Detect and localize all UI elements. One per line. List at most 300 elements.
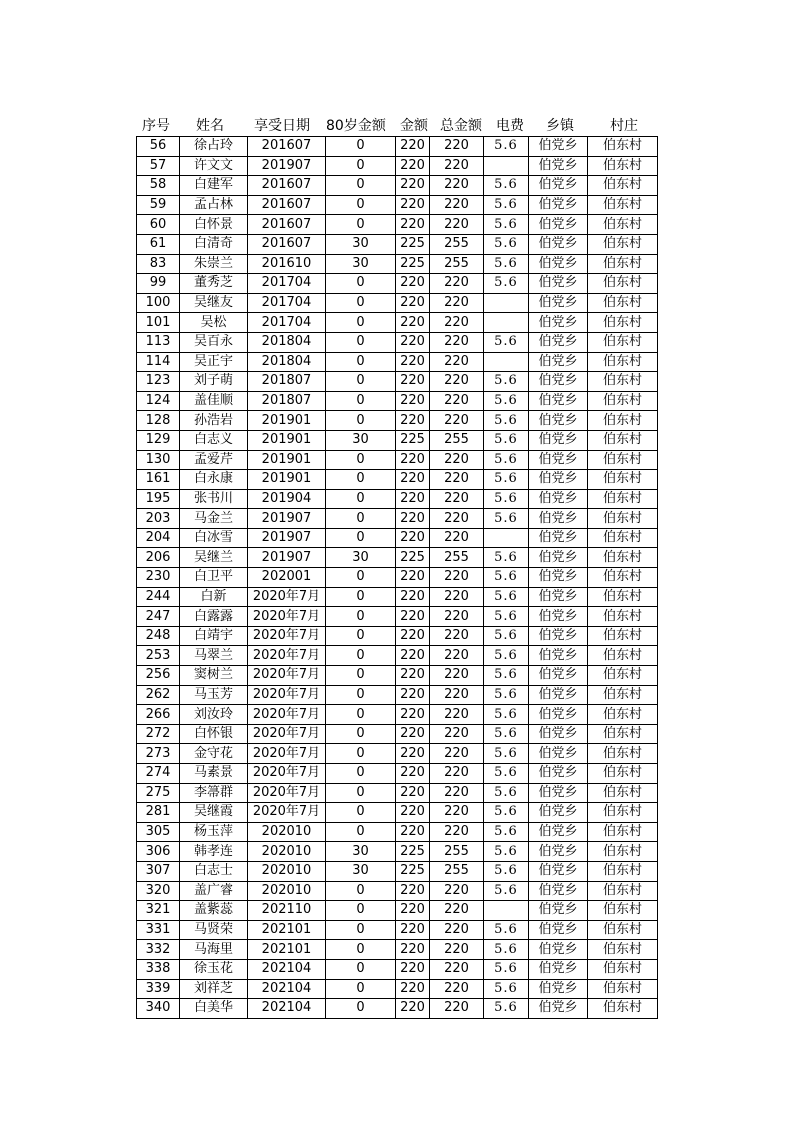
cell-electric-fee: 5.6 bbox=[484, 489, 529, 509]
cell-index: 281 bbox=[137, 803, 180, 823]
cell-index: 339 bbox=[137, 979, 180, 999]
cell-electric-fee: 5.6 bbox=[484, 176, 529, 196]
cell-amount: 220 bbox=[396, 607, 430, 627]
cell-village: 伯东村 bbox=[588, 450, 658, 470]
cell-town: 伯党乡 bbox=[529, 607, 588, 627]
cell-name: 张书川 bbox=[180, 489, 248, 509]
table-row bbox=[137, 411, 658, 431]
table-row bbox=[137, 509, 658, 529]
cell-total-amount: 220 bbox=[430, 724, 484, 744]
table-row bbox=[137, 607, 658, 627]
cell-80-amount: 0 bbox=[326, 803, 396, 823]
cell-start-date: 201607 bbox=[248, 137, 326, 157]
cell-name: 徐占玲 bbox=[180, 137, 248, 157]
cell-80-amount: 0 bbox=[326, 685, 396, 705]
cell-amount: 220 bbox=[396, 626, 430, 646]
cell-start-date: 202104 bbox=[248, 999, 326, 1019]
cell-start-date: 202101 bbox=[248, 940, 326, 960]
cell-amount: 225 bbox=[396, 430, 430, 450]
table-row bbox=[137, 568, 658, 588]
cell-electric-fee: 5.6 bbox=[484, 920, 529, 940]
table-row bbox=[137, 430, 658, 450]
cell-town: 伯党乡 bbox=[529, 352, 588, 372]
cell-amount: 220 bbox=[396, 332, 430, 352]
cell-index: 56 bbox=[137, 137, 180, 157]
cell-town: 伯党乡 bbox=[529, 195, 588, 215]
cell-village: 伯东村 bbox=[588, 764, 658, 784]
cell-start-date: 201907 bbox=[248, 156, 326, 176]
cell-amount: 225 bbox=[396, 861, 430, 881]
cell-village: 伯东村 bbox=[588, 959, 658, 979]
cell-total-amount: 220 bbox=[430, 352, 484, 372]
cell-amount: 220 bbox=[396, 881, 430, 901]
cell-electric-fee: 5.6 bbox=[484, 430, 529, 450]
cell-index: 203 bbox=[137, 509, 180, 529]
cell-index: 100 bbox=[137, 293, 180, 313]
cell-start-date: 201807 bbox=[248, 391, 326, 411]
cell-village: 伯东村 bbox=[588, 509, 658, 529]
cell-index: 272 bbox=[137, 724, 180, 744]
cell-town: 伯党乡 bbox=[529, 764, 588, 784]
cell-town: 伯党乡 bbox=[529, 744, 588, 764]
cell-town: 伯党乡 bbox=[529, 470, 588, 490]
cell-total-amount: 220 bbox=[430, 822, 484, 842]
cell-index: 130 bbox=[137, 450, 180, 470]
cell-total-amount: 220 bbox=[430, 195, 484, 215]
cell-name: 吴继兰 bbox=[180, 548, 248, 568]
cell-village: 伯东村 bbox=[588, 587, 658, 607]
cell-80-amount: 0 bbox=[326, 352, 396, 372]
cell-80-amount: 0 bbox=[326, 999, 396, 1019]
table-row bbox=[137, 274, 658, 294]
cell-name: 吴松 bbox=[180, 313, 248, 333]
cell-town: 伯党乡 bbox=[529, 548, 588, 568]
cell-start-date: 201901 bbox=[248, 450, 326, 470]
cell-amount: 220 bbox=[396, 470, 430, 490]
cell-amount: 220 bbox=[396, 352, 430, 372]
cell-start-date: 201901 bbox=[248, 411, 326, 431]
cell-electric-fee: 5.6 bbox=[484, 822, 529, 842]
cell-village: 伯东村 bbox=[588, 705, 658, 725]
cell-start-date: 2020年7月 bbox=[248, 626, 326, 646]
cell-amount: 220 bbox=[396, 940, 430, 960]
cell-total-amount: 220 bbox=[430, 372, 484, 392]
cell-80-amount: 0 bbox=[326, 215, 396, 235]
cell-village: 伯东村 bbox=[588, 215, 658, 235]
cell-80-amount: 0 bbox=[326, 274, 396, 294]
cell-electric-fee bbox=[484, 293, 529, 313]
cell-start-date: 201804 bbox=[248, 352, 326, 372]
cell-electric-fee: 5.6 bbox=[484, 234, 529, 254]
table-row bbox=[137, 920, 658, 940]
cell-index: 129 bbox=[137, 430, 180, 450]
cell-village: 伯东村 bbox=[588, 548, 658, 568]
cell-name: 白美华 bbox=[180, 999, 248, 1019]
cell-total-amount: 220 bbox=[430, 999, 484, 1019]
cell-town: 伯党乡 bbox=[529, 137, 588, 157]
cell-total-amount: 220 bbox=[430, 176, 484, 196]
cell-town: 伯党乡 bbox=[529, 940, 588, 960]
table-row bbox=[137, 724, 658, 744]
cell-index: 61 bbox=[137, 234, 180, 254]
cell-electric-fee: 5.6 bbox=[484, 979, 529, 999]
cell-electric-fee: 5.6 bbox=[484, 959, 529, 979]
cell-index: 83 bbox=[137, 254, 180, 274]
cell-name: 马玉芳 bbox=[180, 685, 248, 705]
cell-name: 韩孝连 bbox=[180, 842, 248, 862]
cell-town: 伯党乡 bbox=[529, 979, 588, 999]
cell-start-date: 2020年7月 bbox=[248, 685, 326, 705]
cell-name: 孟占林 bbox=[180, 195, 248, 215]
cell-start-date: 202101 bbox=[248, 920, 326, 940]
cell-80-amount: 0 bbox=[326, 979, 396, 999]
cell-amount: 220 bbox=[396, 587, 430, 607]
cell-start-date: 2020年7月 bbox=[248, 803, 326, 823]
cell-village: 伯东村 bbox=[588, 724, 658, 744]
cell-electric-fee: 5.6 bbox=[484, 195, 529, 215]
cell-start-date: 2020年7月 bbox=[248, 607, 326, 627]
cell-village: 伯东村 bbox=[588, 372, 658, 392]
table-row bbox=[137, 372, 658, 392]
table-row bbox=[137, 979, 658, 999]
cell-start-date: 201907 bbox=[248, 548, 326, 568]
cell-start-date: 201807 bbox=[248, 372, 326, 392]
table-row bbox=[137, 215, 658, 235]
cell-total-amount: 255 bbox=[430, 842, 484, 862]
cell-total-amount: 220 bbox=[430, 646, 484, 666]
cell-village: 伯东村 bbox=[588, 234, 658, 254]
cell-80-amount: 0 bbox=[326, 450, 396, 470]
cell-start-date: 2020年7月 bbox=[248, 724, 326, 744]
cell-amount: 220 bbox=[396, 685, 430, 705]
cell-electric-fee: 5.6 bbox=[484, 450, 529, 470]
cell-name: 刘祥芝 bbox=[180, 979, 248, 999]
cell-80-amount: 30 bbox=[326, 861, 396, 881]
cell-village: 伯东村 bbox=[588, 842, 658, 862]
cell-80-amount: 30 bbox=[326, 254, 396, 274]
cell-index: 274 bbox=[137, 764, 180, 784]
header-village: 村庄 bbox=[610, 118, 638, 134]
cell-electric-fee: 5.6 bbox=[484, 881, 529, 901]
cell-town: 伯党乡 bbox=[529, 783, 588, 803]
cell-town: 伯党乡 bbox=[529, 313, 588, 333]
cell-amount: 220 bbox=[396, 411, 430, 431]
cell-town: 伯党乡 bbox=[529, 293, 588, 313]
cell-village: 伯东村 bbox=[588, 254, 658, 274]
cell-total-amount: 220 bbox=[430, 274, 484, 294]
cell-name: 马金兰 bbox=[180, 509, 248, 529]
cell-name: 金守花 bbox=[180, 744, 248, 764]
cell-village: 伯东村 bbox=[588, 881, 658, 901]
table-row bbox=[137, 744, 658, 764]
cell-electric-fee: 5.6 bbox=[484, 509, 529, 529]
cell-index: 306 bbox=[137, 842, 180, 862]
cell-name: 吴继霞 bbox=[180, 803, 248, 823]
cell-total-amount: 220 bbox=[430, 626, 484, 646]
table-row bbox=[137, 764, 658, 784]
cell-start-date: 202104 bbox=[248, 959, 326, 979]
cell-village: 伯东村 bbox=[588, 666, 658, 686]
cell-total-amount: 255 bbox=[430, 861, 484, 881]
cell-village: 伯东村 bbox=[588, 313, 658, 333]
cell-electric-fee: 5.6 bbox=[484, 783, 529, 803]
header-electric-fee: 电费 bbox=[496, 118, 524, 134]
cell-index: 321 bbox=[137, 901, 180, 921]
cell-electric-fee: 5.6 bbox=[484, 842, 529, 862]
cell-total-amount: 220 bbox=[430, 587, 484, 607]
table-row bbox=[137, 959, 658, 979]
cell-town: 伯党乡 bbox=[529, 999, 588, 1019]
cell-80-amount: 0 bbox=[326, 646, 396, 666]
cell-start-date: 201607 bbox=[248, 215, 326, 235]
cell-town: 伯党乡 bbox=[529, 959, 588, 979]
cell-start-date: 2020年7月 bbox=[248, 587, 326, 607]
cell-amount: 220 bbox=[396, 764, 430, 784]
cell-start-date: 201607 bbox=[248, 234, 326, 254]
cell-80-amount: 0 bbox=[326, 744, 396, 764]
cell-village: 伯东村 bbox=[588, 901, 658, 921]
cell-electric-fee: 5.6 bbox=[484, 666, 529, 686]
cell-name: 白清奇 bbox=[180, 234, 248, 254]
cell-index: 161 bbox=[137, 470, 180, 490]
cell-amount: 220 bbox=[396, 137, 430, 157]
cell-80-amount: 0 bbox=[326, 607, 396, 627]
table-row bbox=[137, 332, 658, 352]
cell-start-date: 201901 bbox=[248, 430, 326, 450]
cell-name: 窦树兰 bbox=[180, 666, 248, 686]
cell-80-amount: 0 bbox=[326, 489, 396, 509]
cell-start-date: 201804 bbox=[248, 332, 326, 352]
cell-start-date: 201704 bbox=[248, 313, 326, 333]
cell-amount: 220 bbox=[396, 568, 430, 588]
cell-total-amount: 220 bbox=[430, 391, 484, 411]
table-row bbox=[137, 626, 658, 646]
cell-total-amount: 220 bbox=[430, 666, 484, 686]
cell-name: 白冰雪 bbox=[180, 528, 248, 548]
table-row bbox=[137, 685, 658, 705]
cell-start-date: 201704 bbox=[248, 274, 326, 294]
cell-index: 230 bbox=[137, 568, 180, 588]
cell-electric-fee: 5.6 bbox=[484, 548, 529, 568]
cell-amount: 220 bbox=[396, 803, 430, 823]
cell-index: 124 bbox=[137, 391, 180, 411]
cell-start-date: 2020年7月 bbox=[248, 705, 326, 725]
cell-electric-fee: 5.6 bbox=[484, 391, 529, 411]
cell-total-amount: 220 bbox=[430, 293, 484, 313]
cell-town: 伯党乡 bbox=[529, 528, 588, 548]
cell-start-date: 202010 bbox=[248, 822, 326, 842]
cell-name: 白怀银 bbox=[180, 724, 248, 744]
data-table bbox=[136, 136, 658, 1019]
cell-start-date: 202110 bbox=[248, 901, 326, 921]
header-index: 序号 bbox=[142, 118, 170, 134]
cell-name: 杨玉萍 bbox=[180, 822, 248, 842]
cell-80-amount: 0 bbox=[326, 764, 396, 784]
cell-village: 伯东村 bbox=[588, 528, 658, 548]
cell-80-amount: 30 bbox=[326, 430, 396, 450]
cell-town: 伯党乡 bbox=[529, 509, 588, 529]
cell-village: 伯东村 bbox=[588, 430, 658, 450]
cell-electric-fee bbox=[484, 901, 529, 921]
header-town: 乡镇 bbox=[546, 118, 574, 134]
table-row bbox=[137, 293, 658, 313]
cell-town: 伯党乡 bbox=[529, 411, 588, 431]
cell-village: 伯东村 bbox=[588, 176, 658, 196]
cell-name: 白露露 bbox=[180, 607, 248, 627]
cell-name: 马翠兰 bbox=[180, 646, 248, 666]
cell-village: 伯东村 bbox=[588, 352, 658, 372]
cell-index: 248 bbox=[137, 626, 180, 646]
cell-electric-fee: 5.6 bbox=[484, 568, 529, 588]
cell-town: 伯党乡 bbox=[529, 234, 588, 254]
cell-index: 275 bbox=[137, 783, 180, 803]
cell-village: 伯东村 bbox=[588, 607, 658, 627]
cell-total-amount: 220 bbox=[430, 901, 484, 921]
cell-amount: 220 bbox=[396, 489, 430, 509]
cell-80-amount: 0 bbox=[326, 959, 396, 979]
cell-electric-fee: 5.6 bbox=[484, 744, 529, 764]
cell-80-amount: 0 bbox=[326, 372, 396, 392]
cell-village: 伯东村 bbox=[588, 979, 658, 999]
cell-80-amount: 0 bbox=[326, 724, 396, 744]
header-start-date: 享受日期 bbox=[254, 118, 310, 134]
cell-start-date: 201607 bbox=[248, 176, 326, 196]
cell-name: 白志义 bbox=[180, 430, 248, 450]
cell-electric-fee: 5.6 bbox=[484, 999, 529, 1019]
cell-name: 吴继友 bbox=[180, 293, 248, 313]
cell-80-amount: 0 bbox=[326, 195, 396, 215]
cell-amount: 220 bbox=[396, 450, 430, 470]
table-row bbox=[137, 940, 658, 960]
cell-start-date: 201901 bbox=[248, 470, 326, 490]
cell-total-amount: 220 bbox=[430, 215, 484, 235]
cell-village: 伯东村 bbox=[588, 999, 658, 1019]
table-row bbox=[137, 156, 658, 176]
cell-amount: 220 bbox=[396, 293, 430, 313]
cell-80-amount: 0 bbox=[326, 568, 396, 588]
cell-start-date: 201904 bbox=[248, 489, 326, 509]
cell-amount: 220 bbox=[396, 979, 430, 999]
table-row bbox=[137, 195, 658, 215]
header-amount: 金额 bbox=[400, 118, 428, 134]
cell-index: 244 bbox=[137, 587, 180, 607]
cell-electric-fee: 5.6 bbox=[484, 254, 529, 274]
cell-electric-fee bbox=[484, 528, 529, 548]
cell-amount: 220 bbox=[396, 744, 430, 764]
cell-80-amount: 0 bbox=[326, 470, 396, 490]
cell-amount: 220 bbox=[396, 705, 430, 725]
cell-amount: 220 bbox=[396, 372, 430, 392]
cell-amount: 220 bbox=[396, 901, 430, 921]
cell-town: 伯党乡 bbox=[529, 215, 588, 235]
cell-total-amount: 255 bbox=[430, 548, 484, 568]
cell-village: 伯东村 bbox=[588, 391, 658, 411]
cell-electric-fee: 5.6 bbox=[484, 332, 529, 352]
cell-80-amount: 0 bbox=[326, 881, 396, 901]
table-row bbox=[137, 901, 658, 921]
cell-80-amount: 30 bbox=[326, 548, 396, 568]
cell-name: 刘子萌 bbox=[180, 372, 248, 392]
cell-total-amount: 220 bbox=[430, 313, 484, 333]
cell-start-date: 201607 bbox=[248, 195, 326, 215]
cell-start-date: 2020年7月 bbox=[248, 783, 326, 803]
cell-total-amount: 220 bbox=[430, 744, 484, 764]
cell-amount: 220 bbox=[396, 959, 430, 979]
cell-index: 206 bbox=[137, 548, 180, 568]
cell-village: 伯东村 bbox=[588, 626, 658, 646]
cell-start-date: 2020年7月 bbox=[248, 646, 326, 666]
cell-electric-fee: 5.6 bbox=[484, 705, 529, 725]
cell-index: 99 bbox=[137, 274, 180, 294]
cell-index: 338 bbox=[137, 959, 180, 979]
cell-amount: 220 bbox=[396, 822, 430, 842]
table-row bbox=[137, 861, 658, 881]
cell-name: 马贤荣 bbox=[180, 920, 248, 940]
cell-name: 董秀芝 bbox=[180, 274, 248, 294]
cell-name: 孙浩岩 bbox=[180, 411, 248, 431]
table-row bbox=[137, 313, 658, 333]
cell-town: 伯党乡 bbox=[529, 568, 588, 588]
cell-total-amount: 220 bbox=[430, 783, 484, 803]
cell-electric-fee: 5.6 bbox=[484, 646, 529, 666]
cell-electric-fee: 5.6 bbox=[484, 803, 529, 823]
cell-total-amount: 220 bbox=[430, 607, 484, 627]
cell-town: 伯党乡 bbox=[529, 391, 588, 411]
cell-total-amount: 220 bbox=[430, 979, 484, 999]
cell-village: 伯东村 bbox=[588, 137, 658, 157]
cell-village: 伯东村 bbox=[588, 920, 658, 940]
cell-total-amount: 220 bbox=[430, 959, 484, 979]
cell-village: 伯东村 bbox=[588, 470, 658, 490]
cell-index: 101 bbox=[137, 313, 180, 333]
cell-name: 白志士 bbox=[180, 861, 248, 881]
cell-total-amount: 220 bbox=[430, 470, 484, 490]
cell-name: 朱崇兰 bbox=[180, 254, 248, 274]
cell-amount: 220 bbox=[396, 509, 430, 529]
table-row bbox=[137, 234, 658, 254]
cell-electric-fee bbox=[484, 156, 529, 176]
cell-index: 123 bbox=[137, 372, 180, 392]
cell-name: 徐玉花 bbox=[180, 959, 248, 979]
cell-amount: 220 bbox=[396, 666, 430, 686]
cell-amount: 220 bbox=[396, 274, 430, 294]
cell-town: 伯党乡 bbox=[529, 430, 588, 450]
cell-80-amount: 0 bbox=[326, 137, 396, 157]
cell-start-date: 2020年7月 bbox=[248, 744, 326, 764]
cell-town: 伯党乡 bbox=[529, 274, 588, 294]
cell-town: 伯党乡 bbox=[529, 176, 588, 196]
cell-80-amount: 0 bbox=[326, 587, 396, 607]
cell-town: 伯党乡 bbox=[529, 803, 588, 823]
cell-total-amount: 220 bbox=[430, 803, 484, 823]
cell-electric-fee: 5.6 bbox=[484, 626, 529, 646]
cell-village: 伯东村 bbox=[588, 195, 658, 215]
cell-total-amount: 220 bbox=[430, 509, 484, 529]
table-row bbox=[137, 666, 658, 686]
cell-town: 伯党乡 bbox=[529, 842, 588, 862]
cell-80-amount: 0 bbox=[326, 411, 396, 431]
cell-name: 白新 bbox=[180, 587, 248, 607]
cell-name: 白建军 bbox=[180, 176, 248, 196]
cell-index: 320 bbox=[137, 881, 180, 901]
cell-index: 273 bbox=[137, 744, 180, 764]
cell-start-date: 201907 bbox=[248, 528, 326, 548]
cell-amount: 225 bbox=[396, 548, 430, 568]
cell-town: 伯党乡 bbox=[529, 861, 588, 881]
cell-amount: 220 bbox=[396, 724, 430, 744]
cell-town: 伯党乡 bbox=[529, 332, 588, 352]
cell-total-amount: 220 bbox=[430, 411, 484, 431]
